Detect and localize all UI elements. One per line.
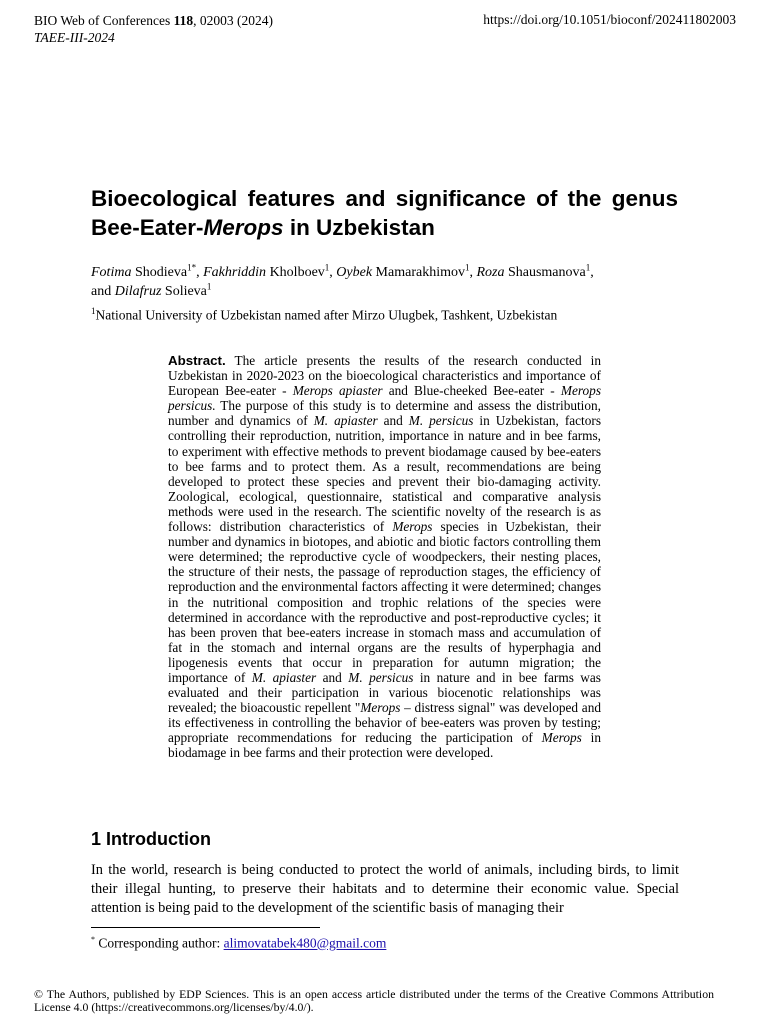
title-text-end: in Uzbekistan	[283, 215, 435, 240]
footnote-divider	[91, 927, 320, 928]
article-year: , 02003 (2024)	[193, 13, 274, 28]
author: Oybek Mamarakhimov$^1$	[336, 262, 470, 280]
copyright-notice: © The Authors, published by EDP Sciences. This is an open access article distributed under the terms of the Creative Commons Attribution License 4.0 (https://creativecommons.org/licenses/by/4.0/).	[34, 987, 714, 1014]
running-header-left	[34, 12, 273, 46]
author: Fotima Shodieva$^{1*}$	[91, 262, 197, 280]
conference-name: TAEE-III-2024	[34, 30, 115, 45]
author: Roza Shausmanova$^1$	[476, 262, 591, 280]
section-heading: 1 Introduction	[91, 829, 211, 849]
doi-link[interactable]: https://doi.org/10.1051/bioconf/202411802003	[483, 12, 736, 27]
title-genus: Merops	[203, 215, 284, 240]
author: Fakhriddin Kholboev$^1$	[203, 262, 330, 280]
journal-name: BIO Web of Conferences	[34, 13, 171, 28]
title-text: Bioecological features and significance of the genus Bee-Eater-	[91, 186, 678, 240]
introduction-paragraph: In the world, research is being conducted to protect the world of animals, including birds, to limit their illegal hunting, to preserve their habitats and to determine their economic value. Special attention is being paid to the development of the scientific basis of managing their	[91, 862, 679, 916]
abstract-label: Abstract.	[168, 353, 226, 368]
volume-number: 118	[173, 13, 194, 28]
paper-title	[91, 184, 678, 242]
journal-citation	[34, 12, 273, 29]
abstract: Abstract. The article presents the results of the research conducted in Uzbekistan in 2020-2023 on the bioecological characteristics and importance of European Bee-eater - Merops apiaster and Blue-cheeked Bee-eater - Merops persicus. The purpose of this study is to determine and assess the distribution, number and dynamics of M. apiaster and M. persicus in Uzbekistan, factors controlling their reproduction, nutrition, importance in nature and in bee farms, to experiment with effective methods to prevent biodamage caused by bee-eaters to bee farms and to protect them. As a result, recommendations are being developed to protect these species and prevent their bio-damaging activity. Zoological, ecological, questionnaire, statistical and comparative analysis methods were used in the research. The scientific novelty of the research is as follows: distribution characteristics of Merops species in Uzbekistan, their number and dynamics in biotopes, and abiotic and biotic factors controlling them were determined; the reproductive cycle of woodpeckers, their nesting places, the structure of their nests, the passage of reproduction stages, the efficiency of reproduction and the environmental factors affecting it were determined; changes in the nutritional composition and trophic relations of the species were determined in accordance with the reproductive and post-reproductive cycles; it has been proven that bee-eaters increase in stomach mass and accumulation of fat in the stomach and internal organs are the results of hyperphagia and lipogenesis events that occur in preparation for autumn migration; the importance of M. apiaster and M. persicus in nature and in bee farms was evaluated and their participation in various biocenotic relationships was revealed; the bioacoustic repellent "Merops – distress signal" was developed and its effectiveness in controlling the behavior of bee-eaters was proven by testing; appropriate recommendations for reducing the participation of Merops in biodamage in bee farms and their protection were developed.	[168, 353, 602, 761]
affiliation: $^1$National University of Uzbekistan named after Mirzo Ulugbek, Tashkent, Uzbekistan	[91, 306, 558, 323]
corresponding-author-footnote: * Corresponding author: alimovatabek480@gmail.com	[91, 935, 387, 951]
author-email-link[interactable]: alimovatabek480@gmail.com	[223, 935, 387, 951]
author-list: Fotima Shodieva$^{1*}$, Fakhriddin Kholboev$^1$, Oybek Mamarakhimov$^1$, Roza Shausmanova$^1$, and Dilafruz Solieva$^1$	[91, 262, 594, 299]
author: Dilafruz Solieva$^1$	[114, 281, 212, 299]
